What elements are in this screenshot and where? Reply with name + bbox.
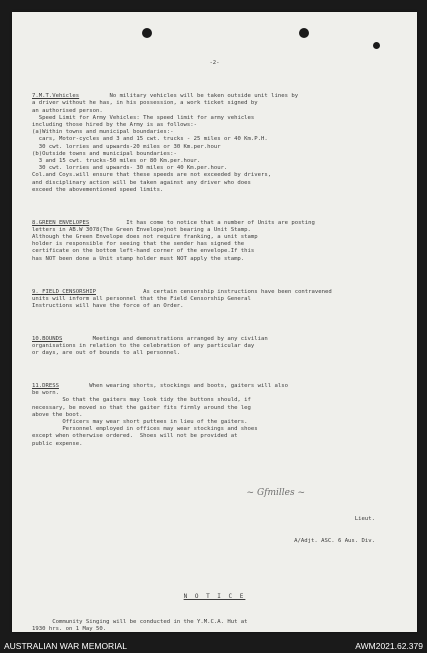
section-text: No military vehicles will be taken outside unit lines by a driver without he has, in his possession, a work ticket signed by an authorised person. Speed Limit for Army Vehicles: The speed limit for army vehicles including those hired by the Army is as follows:- (a)Within towns and municipal boundaries:- cars, Motor-cycles and 3 and 15 cwt. trucks - 25 miles or 40 Km.P.H. 30 cwt. lorries and upwards-20 miles or 30 Km.per.hour (b)Outside towns and municipal boundaries:- 3 and 15 cwt. trucks-50 miles or 80 Km.per.hour. 30 cwt. lorries and upwards- 30 miles or 40 Km.per.hour. Col.and Coys.will ensure that these speeds are not exceeded by drivers, and disciplinary action will be taken against any driver who does exceed the abovementioned speed limits. [32, 93, 299, 193]
signature-appointment: A/Adjt. ASC. 6 Aus. Div. [294, 537, 375, 544]
section-dress [32, 383, 397, 448]
section-heading: 10.BOUNDS [32, 335, 63, 342]
footer-source: AUSTRALIAN WAR MEMORIAL [4, 641, 127, 651]
punch-hole-left [142, 28, 152, 38]
section-bounds [32, 336, 397, 358]
punch-hole-right [299, 28, 309, 38]
document-body [32, 46, 397, 647]
notice-title: N O T I C E [183, 593, 246, 601]
notice-text: Community Singing will be conducted in the Y.M.C.A. Hut at 1930 hrs. on 1 May 50. [32, 618, 248, 632]
section-text: When wearing shorts, stockings and boots, gaiters will also be worn. So that the gaiters may look tidy the buttons should, if necessary, be moved so that the gaiter fits firmly around the leg above the boot. Officers may wear short puttees in lieu of the gaiters. Personnel employed in offices may wear stockings and shoes except when otherwise ordered. Shoes will not be provided at public expense. [32, 382, 288, 447]
section-heading: 11.DRESS [32, 382, 59, 389]
section-heading: 7.M.T.Vehicles [32, 93, 80, 100]
page-number: -2- [209, 60, 220, 67]
section-vehicles [32, 93, 397, 194]
section-green-envelopes [32, 220, 397, 263]
signature-block [32, 475, 397, 559]
handwritten-signature: ~ Gfmilles ~ [246, 487, 305, 498]
signature-rank: Lieut. [354, 516, 375, 523]
document-page [12, 12, 417, 632]
section-text: As certain censorship instructions have been contravened units will inform all personnel that the Field Censorship General Instructions will have the force of an Order. [32, 288, 332, 309]
section-heading: 8.GREEN ENVELOPES [32, 219, 90, 226]
footer-bar [0, 637, 427, 653]
section-text: Meetings and demonstrations arranged by any civilian organisations in relation to the celebration of any particular day or days, are out of bounds to all personnel. [32, 335, 268, 357]
section-field-censorship [32, 289, 397, 311]
footer-reference: AWM2021.62.379 [355, 641, 423, 651]
section-text: It has come to notice that a number of Units are posting letters in AB.W 3078(The Green Envelope)not bearing a Unit Stamp. Although the Green Envelope does not require franking, a unit stamp holder is responsible for seeing that the sender has signed the certificate on the bottom left-hand corner of the envelope.If this has NOT been done a Unit stamp holder must NOT apply the stamp. [32, 219, 315, 262]
section-heading: 9. FIELD CENSORSHIP [32, 288, 96, 295]
